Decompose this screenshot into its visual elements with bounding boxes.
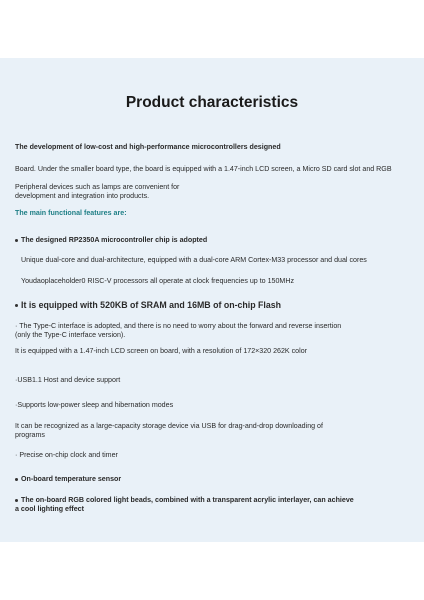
- feature-storage: It can be recognized as a large-capacity storage device via USB for drag-and-drop downloading of programs: [15, 422, 323, 440]
- bullet-icon: [15, 239, 18, 242]
- feature-clock: · Precise on-chip clock and timer: [15, 451, 118, 459]
- feature-rgb: The on-board RGB colored light beads, combined with a transparent acrylic interlayer, can achieve a cool lighting effect: [15, 496, 354, 514]
- features-heading: The main functional features are:: [15, 209, 127, 217]
- bullet-icon: [15, 499, 18, 502]
- feature-riscv: Youdaoplaceholder0 RISC-V processors all operate at clock frequencies up to 150MHz: [21, 277, 295, 285]
- intro-peripherals: Peripheral devices such as lamps are convenient for development and integration into products.: [15, 183, 180, 201]
- feature-dual-core: Unique dual-core and dual-architecture, equipped with a dual-core ARM Cortex-M33 processor and dual cores: [21, 256, 367, 264]
- feature-chip: The designed RP2350A microcontroller chip is adopted: [15, 236, 410, 245]
- bullet-icon: [15, 304, 18, 307]
- feature-lcd: It is equipped with a 1.47-inch LCD screen on board, with a resolution of 172×320 262K color: [15, 347, 308, 355]
- feature-temp: On-board temperature sensor: [15, 475, 410, 484]
- bullet-icon: [15, 478, 18, 481]
- intro-heading: The development of low-cost and high-performance microcontrollers designed: [15, 143, 281, 151]
- intro-board: Board. Under the smaller board type, the board is equipped with a 1.47-inch LCD screen, a Micro SD card slot and RGB: [15, 165, 392, 173]
- feature-sleep: ·Supports low-power sleep and hibernation modes: [15, 401, 174, 409]
- feature-typec: · The Type-C interface is adopted, and there is no need to worry about the forward and reverse insertion (only the Type-C interface version).: [15, 322, 342, 340]
- page-title: Product characteristics: [125, 94, 299, 111]
- feature-memory: It is equipped with 520KB of SRAM and 16MB of on-chip Flash: [15, 300, 410, 310]
- feature-usb: ·USB1.1 Host and device support: [15, 376, 121, 384]
